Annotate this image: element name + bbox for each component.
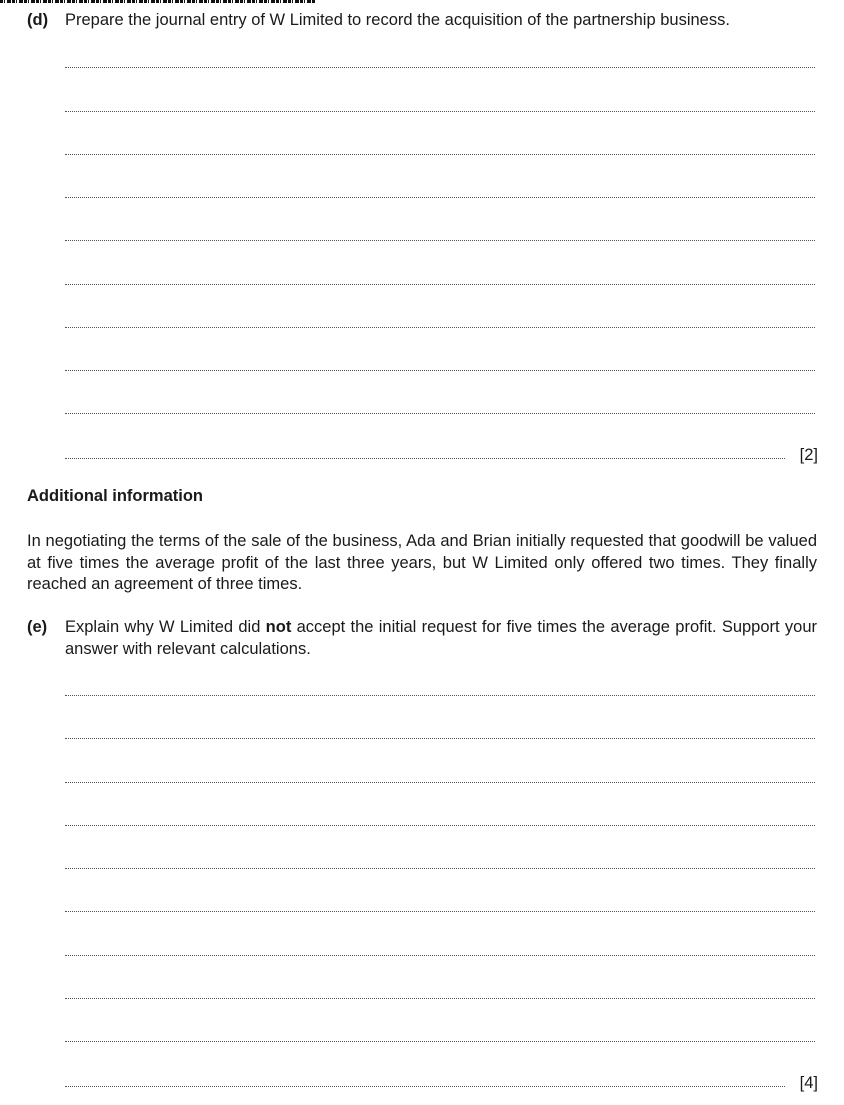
answer-line-d-7[interactable] <box>65 327 815 328</box>
answer-line-d-3[interactable] <box>65 154 815 155</box>
question-e-label: (e) <box>27 618 48 636</box>
question-e-text-before: Explain why W Limited did <box>65 618 266 636</box>
answer-line-e-3[interactable] <box>65 782 815 783</box>
answer-line-e-2[interactable] <box>65 738 815 739</box>
answer-line-d-2[interactable] <box>65 111 815 112</box>
answer-line-e-7[interactable] <box>65 955 815 956</box>
answer-line-e-10[interactable] <box>65 1086 785 1087</box>
answer-line-e-5[interactable] <box>65 868 815 869</box>
answer-line-d-6[interactable] <box>65 284 815 285</box>
question-d-text: Prepare the journal entry of W Limited to record the acquisition of the partnership business. <box>65 11 730 29</box>
answer-line-d-8[interactable] <box>65 370 815 371</box>
question-e-emphasis: not <box>265 618 292 636</box>
answer-line-d-1[interactable] <box>65 67 815 68</box>
question-e-text-after: accept the initial request for five times the average profit. Support your answer with relevant calculations. <box>65 618 817 658</box>
marks-d: [2] <box>799 446 818 464</box>
barcode-strip <box>0 0 316 3</box>
question-d-label: (d) <box>27 11 49 29</box>
answer-line-d-9[interactable] <box>65 413 815 414</box>
answer-line-e-1[interactable] <box>65 695 815 696</box>
answer-line-d-5[interactable] <box>65 240 815 241</box>
question-e-text <box>65 617 817 660</box>
answer-line-e-6[interactable] <box>65 911 815 912</box>
answer-line-e-9[interactable] <box>65 1041 815 1042</box>
answer-line-e-8[interactable] <box>65 998 815 999</box>
answer-line-d-10[interactable] <box>65 458 785 459</box>
marks-e: [4] <box>799 1074 818 1092</box>
answer-line-d-4[interactable] <box>65 197 815 198</box>
additional-info-paragraph: In negotiating the terms of the sale of the business, Ada and Brian initially requested that goodwill be valued at five times the average profit of the last three years, but W Limited only offered two times. They finally reached an agreement of three times. <box>27 532 817 593</box>
additional-info-heading: Additional information <box>27 487 203 505</box>
answer-line-e-4[interactable] <box>65 825 815 826</box>
